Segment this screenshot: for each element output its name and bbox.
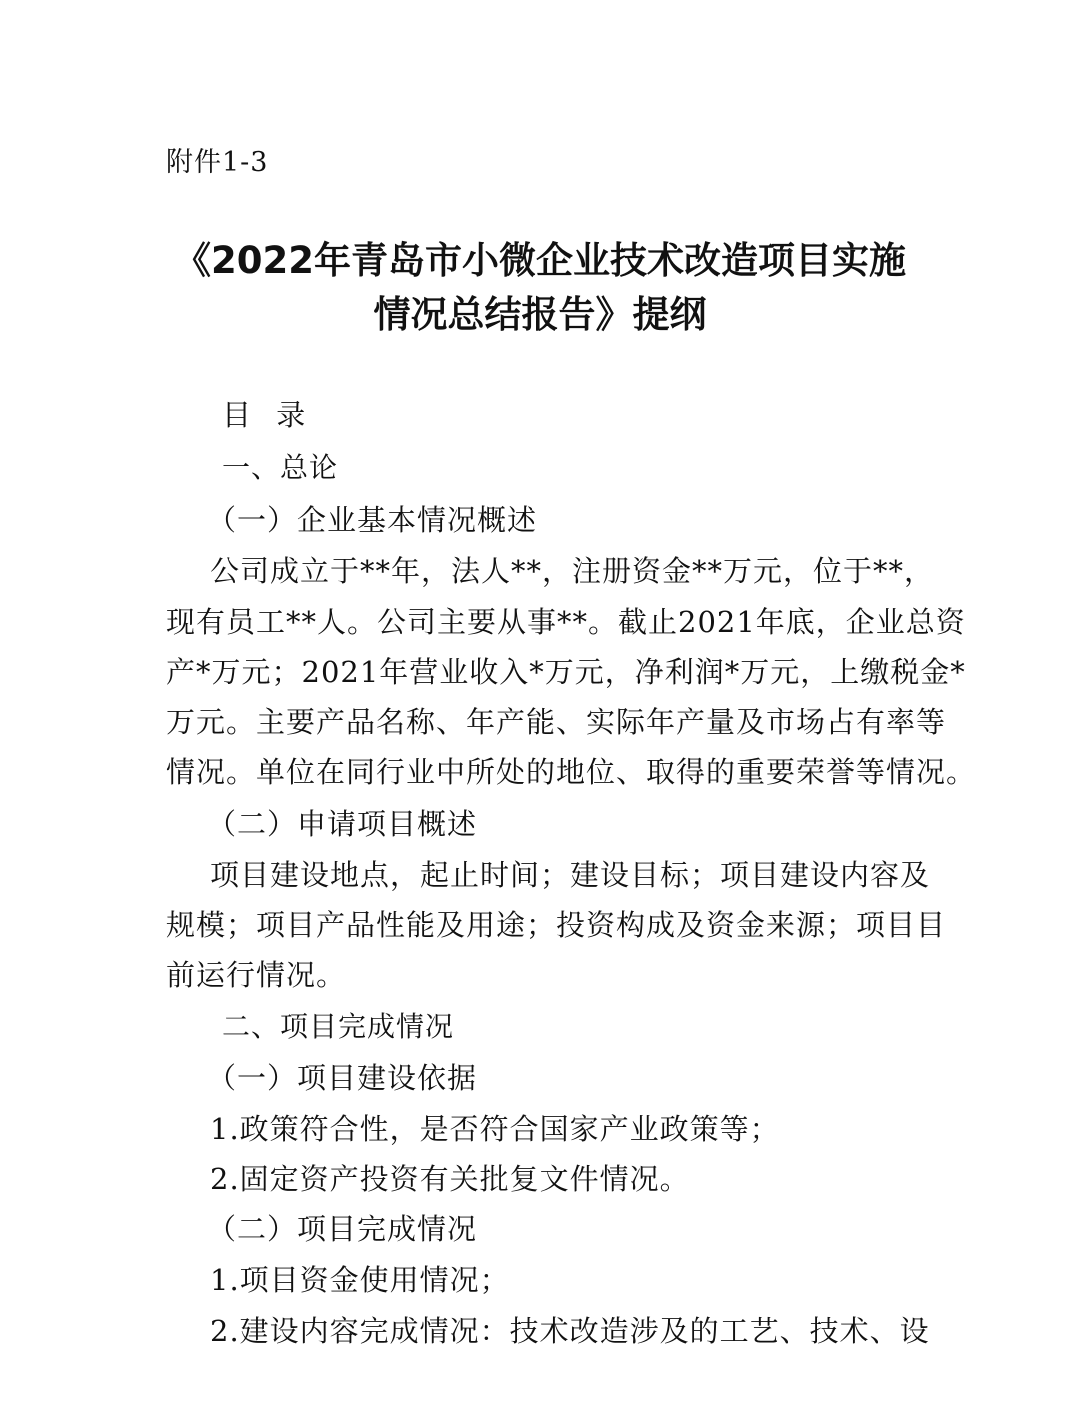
list-item: 2.固定资产投资有关批复文件情况。 xyxy=(210,1162,690,1196)
paragraph-line: 规模；项目产品性能及用途；投资构成及资金来源；项目目 xyxy=(166,908,947,942)
paragraph-line: 前运行情况。 xyxy=(166,958,347,992)
paragraph-line: 项目建设地点，起止时间；建设目标；项目建设内容及 xyxy=(210,858,931,892)
attachment-label: 附件1-3 xyxy=(166,147,269,178)
list-item: 1.政策符合性，是否符合国家产业政策等； xyxy=(210,1112,780,1146)
section-2-2-heading: （二）项目完成情况 xyxy=(207,1212,478,1246)
toc-heading: 目 录 xyxy=(222,398,314,432)
list-item: 2.建设内容完成情况：技术改造涉及的工艺、技术、设 xyxy=(210,1314,930,1348)
paragraph-line: 情况。单位在同行业中所处的地位、取得的重要荣誉等情况。 xyxy=(166,755,977,789)
section-2-heading: 二、项目完成情况 xyxy=(222,1010,455,1043)
section-1-2-heading: （二）申请项目概述 xyxy=(207,807,478,841)
section-1-heading: 一、总论 xyxy=(222,451,339,484)
paragraph-line: 现有员工**人。公司主要从事**。截止2021年底，企业总资 xyxy=(166,605,966,639)
paragraph-line: 产*万元；2021年营业收入*万元，净利润*万元，上缴税金* xyxy=(166,655,966,689)
title-line-1: 《2022年青岛市小微企业技术改造项目实施 xyxy=(174,239,906,282)
section-2-1-heading: （一）项目建设依据 xyxy=(207,1061,478,1095)
paragraph-line: 公司成立于**年，法人**，注册资金**万元，位于**， xyxy=(210,554,935,588)
paragraph-line: 万元。主要产品名称、年产能、实际年产量及市场占有率等 xyxy=(166,705,947,739)
title-line-2: 情况总结报告》提纲 xyxy=(373,293,707,336)
list-item: 1.项目资金使用情况； xyxy=(210,1263,510,1297)
section-1-1-heading: （一）企业基本情况概述 xyxy=(207,503,538,537)
